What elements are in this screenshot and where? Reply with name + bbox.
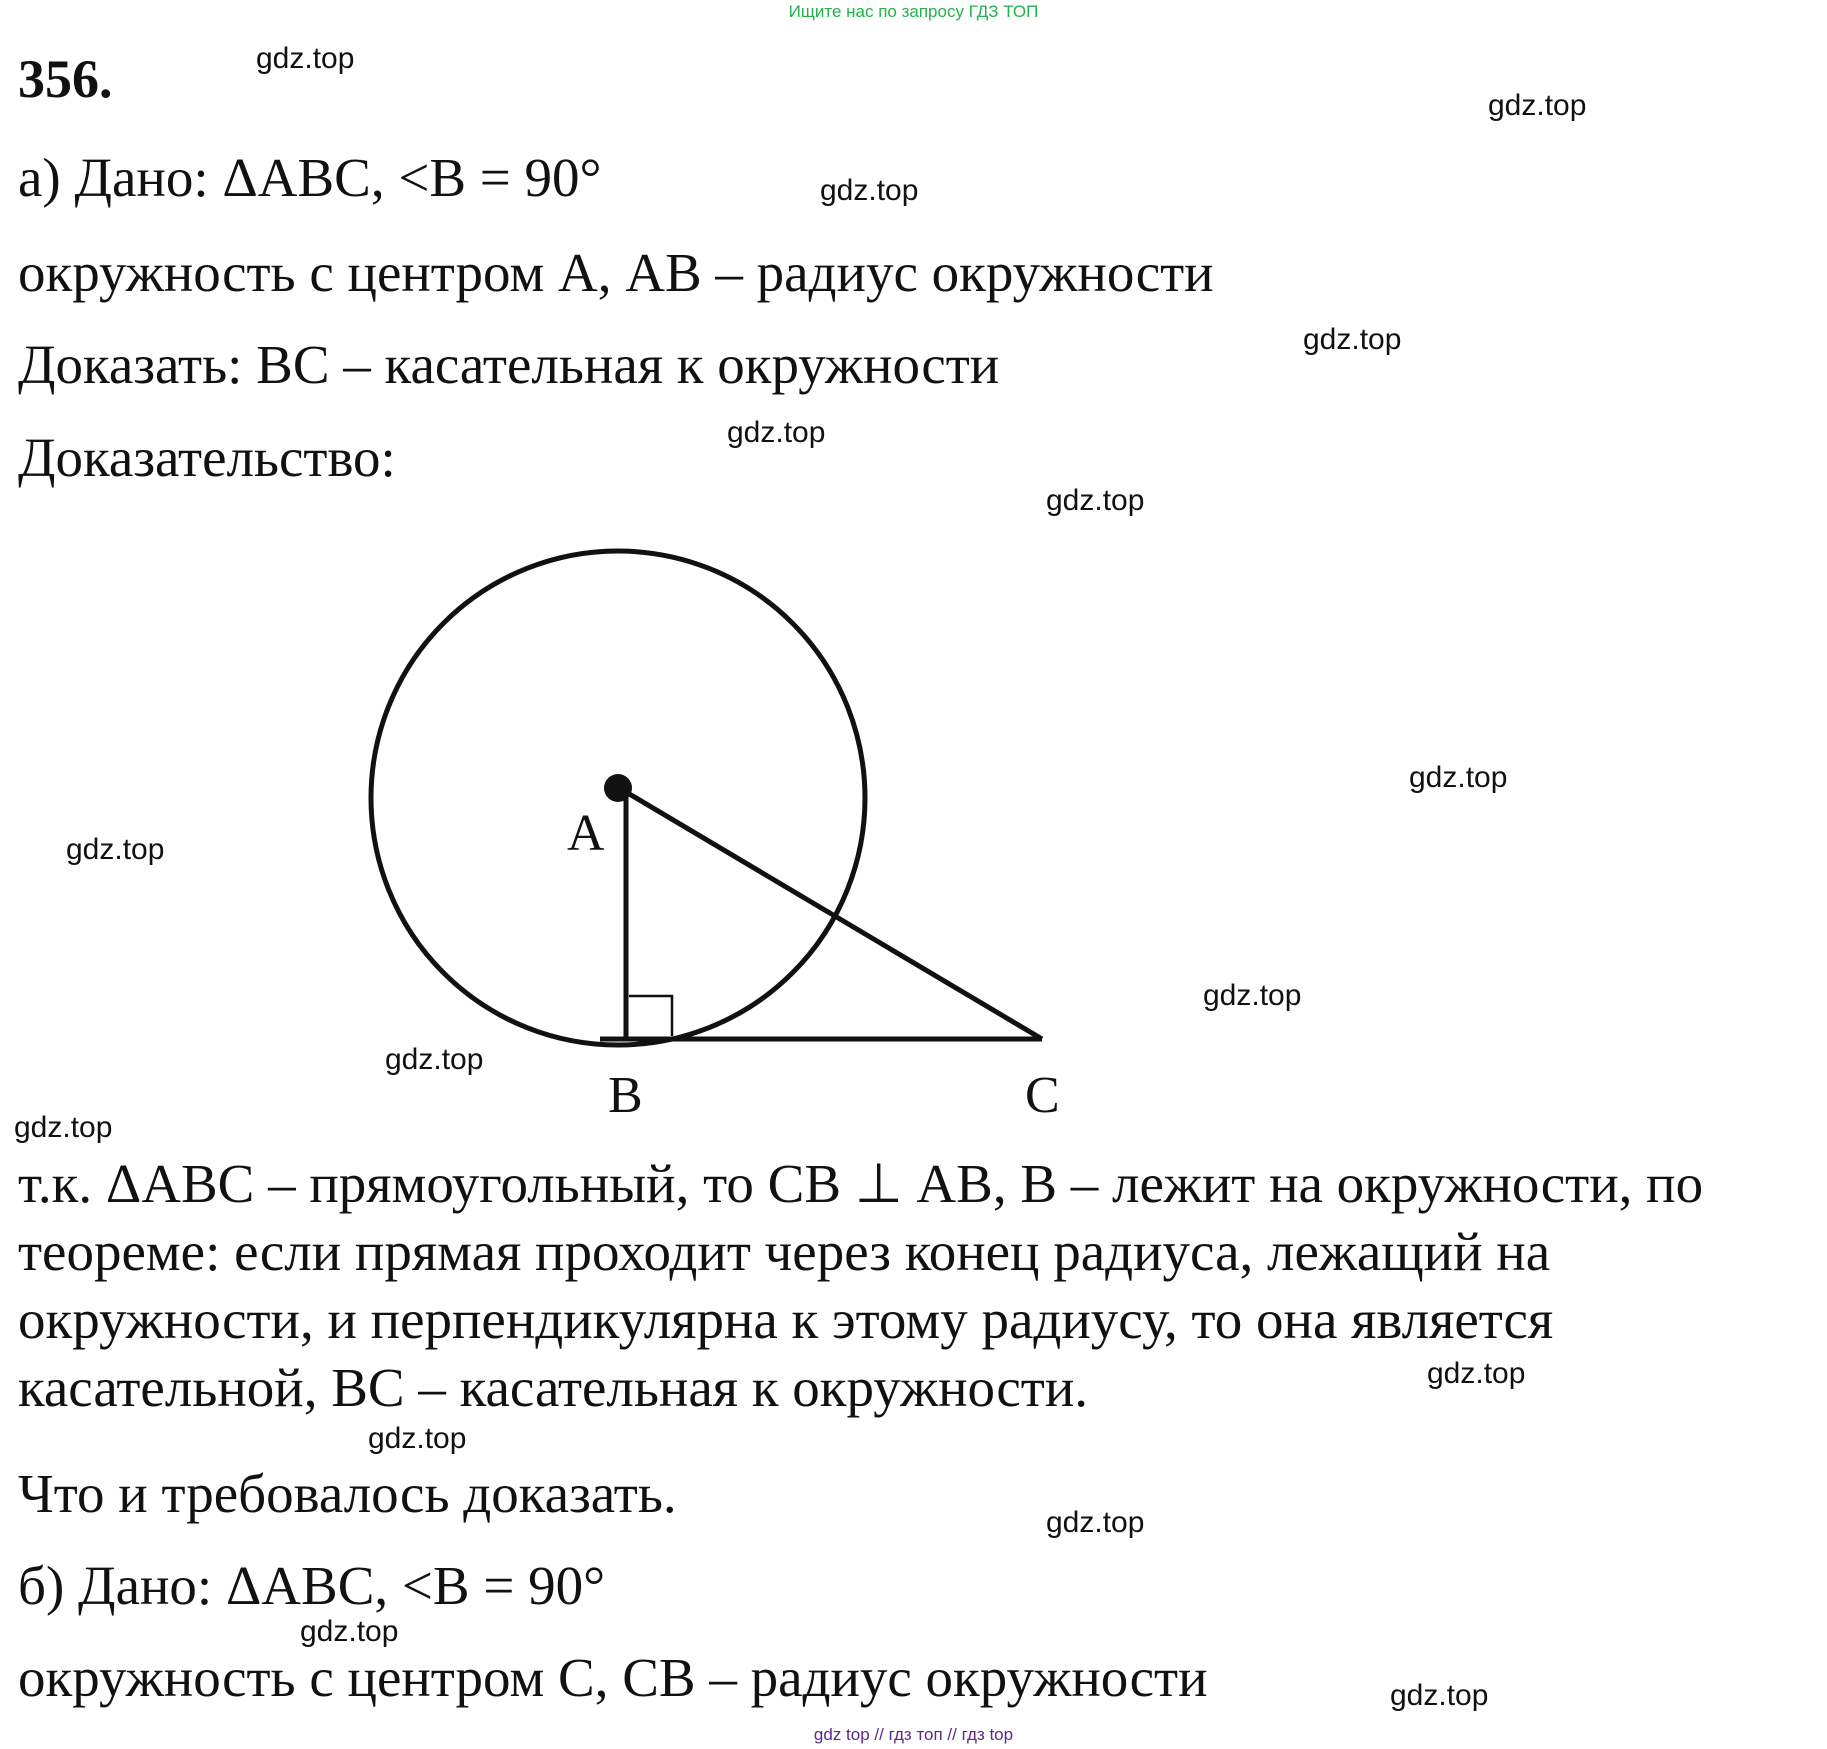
watermark: gdz.top (1409, 761, 1508, 794)
header-search-note: Ищите нас по запросу ГДЗ ТОП (788, 2, 1039, 21)
part-a-proof-heading: Доказательство: (18, 427, 396, 488)
proof-conclusion: Что и требовалось доказать. (18, 1463, 677, 1524)
watermark: gdz.top (14, 1111, 113, 1144)
part-a-prove-statement: Доказать: ВС – касательная к окружности (18, 334, 1000, 395)
watermark: gdz.top (1390, 1679, 1489, 1712)
label-b: B (608, 1067, 643, 1120)
watermark: gdz.top (727, 416, 826, 449)
watermark: gdz.top (1046, 484, 1145, 517)
part-a-given: а) Дано: ΔАВС, <В = 90° (18, 147, 602, 208)
proof-paragraph (18, 1150, 1818, 1422)
part-a-circle-statement: окружность с центром А, АВ – радиус окружности (18, 242, 1214, 303)
footer-note: gdz top // гдз топ // гдз top (813, 1725, 1014, 1744)
watermark: gdz.top (1303, 323, 1402, 356)
proof-line: т.к. ΔАВС – прямоугольный, то СВ ⊥ АВ, В – лежит на окружности, по (18, 1153, 1704, 1214)
watermark: gdz.top (1046, 1506, 1145, 1539)
label-a: A (567, 805, 605, 862)
segment-ac (626, 792, 1042, 1039)
geometry-figure (0, 540, 1100, 1120)
part-b-circle-statement: окружность с центром С, СВ – радиус окружности (18, 1647, 1208, 1708)
watermark: gdz.top (300, 1615, 399, 1648)
watermark: gdz.top (385, 1043, 484, 1076)
proof-line: касательной, ВС – касательная к окружности. (18, 1357, 1089, 1418)
label-c: C (1025, 1067, 1060, 1120)
watermark: gdz.top (1427, 1357, 1526, 1390)
proof-line: теореме: если прямая проходит через конец радиуса, лежащий на (18, 1221, 1551, 1282)
right-angle-mark (629, 996, 672, 1036)
proof-line: окружности, и перпендикулярна к этому радиусу, то она является (18, 1289, 1554, 1350)
watermark: gdz.top (1488, 89, 1587, 122)
watermark: gdz.top (820, 174, 919, 207)
problem-number: 356. (18, 49, 113, 109)
watermark: gdz.top (1203, 979, 1302, 1012)
watermark: gdz.top (368, 1422, 467, 1455)
part-b-given: б) Дано: ΔАВС, <В = 90° (18, 1555, 606, 1616)
watermark: gdz.top (256, 42, 355, 75)
watermark: gdz.top (66, 833, 165, 866)
